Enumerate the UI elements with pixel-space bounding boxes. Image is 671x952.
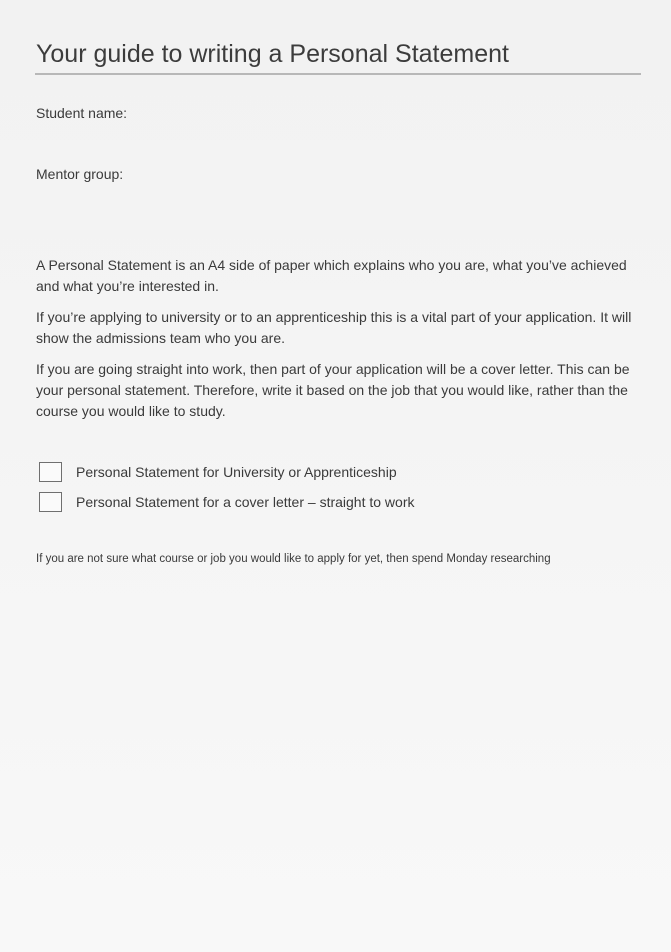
option-cover-letter[interactable] (39, 490, 415, 514)
page-title: Your guide to writing a Personal Statement (36, 40, 509, 68)
cover-letter-option-label: Personal Statement for a cover letter – straight to work (76, 494, 415, 510)
university-paragraph: If you’re applying to university or to an apprenticeship this is a vital part of your application. It will show the admissions team who you are. (36, 309, 632, 346)
cover-letter-checkbox[interactable] (39, 492, 62, 512)
university-option-label: Personal Statement for University or Apprenticeship (76, 464, 397, 480)
title-divider (35, 73, 641, 75)
option-university[interactable] (39, 460, 397, 484)
mentor-group-label: Mentor group: (36, 166, 124, 182)
student-name-label: Student name: (36, 105, 128, 121)
footnote: If you are not sure what course or job you would like to apply for yet, then spend Monday researching (36, 553, 551, 565)
university-checkbox[interactable] (39, 462, 62, 482)
work-paragraph: If you are going straight into work, then part of your application will be a cover letter. This can be your personal statement. Therefore, write it based on the job that you would like, rather than the course you would like to study. (36, 361, 630, 419)
intro-paragraph: A Personal Statement is an A4 side of paper which explains who you are, what you’ve achieved and what you’re interested in. (36, 257, 627, 294)
